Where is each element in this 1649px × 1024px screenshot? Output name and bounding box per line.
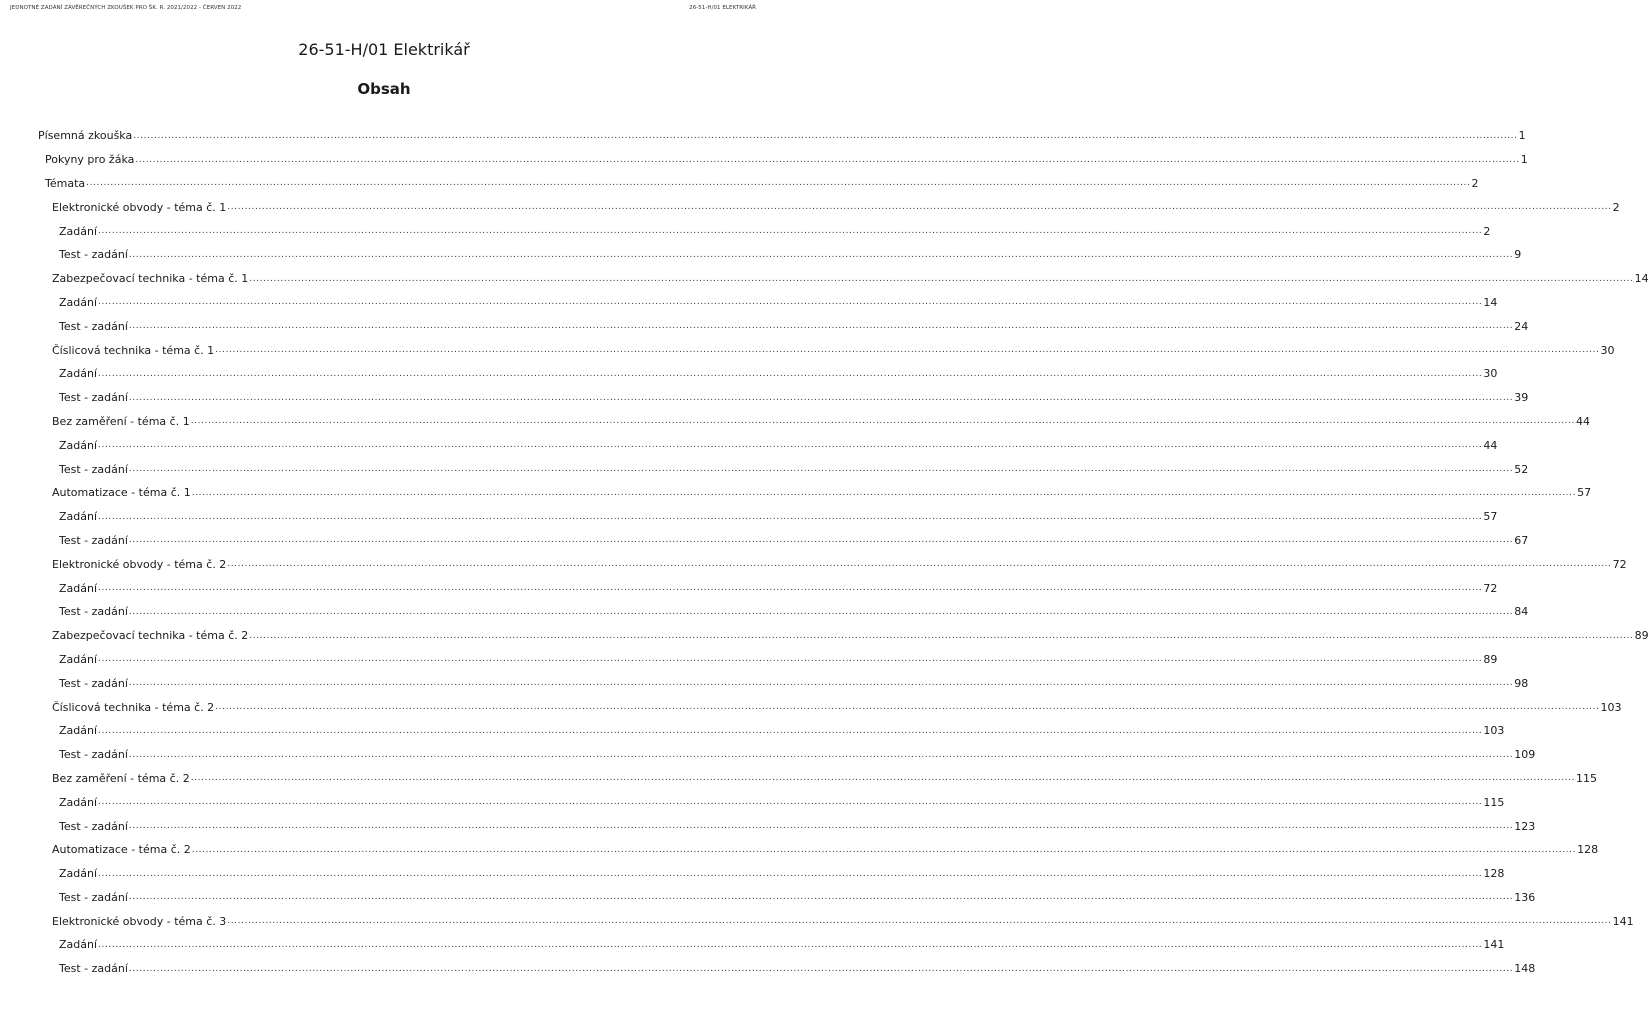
toc-dot-leader: ................................................................................................................................................................................................................................................................................................................................................................................................................ [215, 345, 1600, 356]
toc-entry-label: Zadání [59, 510, 98, 524]
toc-entry[interactable] [38, 648, 1498, 672]
toc-dot-leader: ................................................................................................................................................................................................................................................................................................................................................................................................................ [128, 535, 1514, 546]
toc-dot-leader: ................................................................................................................................................................................................................................................................................................................................................................................................................ [191, 844, 1577, 855]
toc-entry-label: Zadání [59, 795, 98, 809]
running-header-right: 26-51-H/01 ELEKTRIKÁŘ [689, 5, 756, 11]
toc-dot-leader: ................................................................................................................................................................................................................................................................................................................................................................................................................ [128, 678, 1514, 689]
toc-entry-page: 123 [1514, 819, 1536, 833]
toc-entry[interactable] [38, 886, 1536, 910]
toc-entry-page: 67 [1514, 533, 1529, 547]
document-title: 26-51-H/01 Elektrikář [298, 40, 470, 59]
toc-entry[interactable] [38, 314, 1529, 338]
toc-dot-leader: ................................................................................................................................................................................................................................................................................................................................................................................................................ [98, 868, 1483, 879]
toc-entry[interactable] [38, 124, 1526, 148]
toc-entry-label: Písemná zkouška [38, 129, 133, 143]
toc-entry-page: 30 [1600, 343, 1615, 357]
toc-dot-leader: ................................................................................................................................................................................................................................................................................................................................................................................................................ [128, 963, 1514, 974]
toc-entry[interactable] [38, 743, 1536, 767]
toc-entry-page: 39 [1514, 391, 1529, 405]
toc-dot-leader: ................................................................................................................................................................................................................................................................................................................................................................................................................ [227, 202, 1612, 213]
toc-dot-leader: ................................................................................................................................................................................................................................................................................................................................................................................................................ [128, 392, 1514, 403]
toc-entry-label: Test - zadání [59, 676, 128, 690]
toc-entry[interactable] [38, 909, 1634, 933]
toc-entry-label: Zadání [59, 295, 98, 309]
toc-entry-label: Zadání [59, 438, 98, 452]
toc-entry-page: 141 [1612, 914, 1634, 928]
toc-entry-label: Test - zadání [59, 890, 128, 904]
toc-entry-page: 24 [1514, 319, 1529, 333]
toc-entry-label: Automatizace - téma č. 1 [52, 486, 191, 500]
toc-dot-leader: ................................................................................................................................................................................................................................................................................................................................................................................................................ [98, 297, 1483, 308]
toc-entry[interactable] [38, 481, 1592, 505]
toc-dot-leader: ................................................................................................................................................................................................................................................................................................................................................................................................................ [249, 630, 1634, 641]
toc-entry[interactable] [38, 600, 1529, 624]
toc-entry-label: Pokyny pro žáka [45, 153, 135, 167]
toc-dot-leader: ................................................................................................................................................................................................................................................................................................................................................................................................................ [128, 464, 1514, 475]
toc-entry[interactable] [38, 195, 1620, 219]
toc-dot-leader: ................................................................................................................................................................................................................................................................................................................................................................................................................ [98, 368, 1483, 379]
toc-entry-label: Zadání [59, 224, 98, 238]
toc-entry[interactable] [38, 862, 1505, 886]
toc-entry-label: Číslicová technika - téma č. 1 [52, 343, 215, 357]
toc-dot-leader: ................................................................................................................................................................................................................................................................................................................................................................................................................ [98, 797, 1483, 808]
toc-entry-label: Test - zadání [59, 605, 128, 619]
toc-entry-label: Číslicová technika - téma č. 2 [52, 700, 215, 714]
toc-dot-leader: ................................................................................................................................................................................................................................................................................................................................................................................................................ [190, 773, 1576, 784]
toc-entry[interactable] [38, 576, 1498, 600]
toc-dot-leader: ................................................................................................................................................................................................................................................................................................................................................................................................................ [86, 178, 1471, 189]
toc-entry[interactable] [38, 410, 1591, 434]
toc-entry-page: 57 [1577, 486, 1592, 500]
toc-entry[interactable] [38, 933, 1505, 957]
toc-dot-leader: ................................................................................................................................................................................................................................................................................................................................................................................................................ [227, 559, 1612, 570]
toc-entry-page: 115 [1483, 795, 1505, 809]
toc-entry-page: 2 [1483, 224, 1491, 238]
toc-entry-page: 141 [1483, 938, 1505, 952]
toc-entry-label: Zadání [59, 938, 98, 952]
toc-entry-page: 14 [1634, 272, 1649, 286]
toc-entry[interactable] [38, 219, 1491, 243]
toc-entry-label: Elektronické obvody - téma č. 2 [52, 557, 227, 571]
toc-entry-page: 57 [1483, 510, 1498, 524]
toc-dot-leader: ................................................................................................................................................................................................................................................................................................................................................................................................................ [135, 154, 1520, 165]
toc-entry[interactable] [38, 695, 1622, 719]
toc-entry-label: Elektronické obvody - téma č. 1 [52, 200, 227, 214]
toc-dot-leader: ................................................................................................................................................................................................................................................................................................................................................................................................................ [128, 606, 1514, 617]
toc-entry[interactable] [38, 505, 1498, 529]
toc-entry-label: Zabezpečovací technika - téma č. 2 [52, 629, 249, 643]
toc-entry[interactable] [38, 719, 1505, 743]
toc-entry[interactable] [38, 957, 1536, 981]
toc-entry-page: 128 [1577, 843, 1599, 857]
toc-dot-leader: ................................................................................................................................................................................................................................................................................................................................................................................................................ [227, 916, 1612, 927]
toc-entry-label: Test - zadání [59, 748, 128, 762]
toc-entry-label: Zadání [59, 724, 98, 738]
toc-entry-page: 89 [1483, 652, 1498, 666]
toc-entry-label: Zadání [59, 581, 98, 595]
toc-dot-leader: ................................................................................................................................................................................................................................................................................................................................................................................................................ [128, 892, 1514, 903]
toc-entry[interactable] [38, 172, 1479, 196]
toc-heading: Obsah [357, 80, 411, 98]
toc-entry-page: 89 [1634, 629, 1649, 643]
toc-dot-leader: ................................................................................................................................................................................................................................................................................................................................................................................................................ [191, 487, 1577, 498]
toc-entry-page: 2 [1612, 200, 1620, 214]
toc-entry-page: 2 [1471, 176, 1479, 190]
toc-dot-leader: ................................................................................................................................................................................................................................................................................................................................................................................................................ [190, 416, 1576, 427]
toc-entry-label: Zadání [59, 652, 98, 666]
toc-entry[interactable] [38, 243, 1522, 267]
toc-entry-page: 115 [1576, 771, 1598, 785]
toc-dot-leader: ................................................................................................................................................................................................................................................................................................................................................................................................................ [128, 821, 1514, 831]
toc-entry[interactable] [38, 267, 1649, 291]
toc-entry-page: 1 [1518, 129, 1526, 143]
toc-entry[interactable] [38, 386, 1529, 410]
toc-entry-page: 103 [1600, 700, 1622, 714]
toc-entry-label: Test - zadání [59, 819, 128, 833]
toc-entry[interactable] [38, 767, 1598, 791]
toc-entry-label: Test - zadání [59, 319, 128, 333]
toc-entry-label: Zadání [59, 867, 98, 881]
toc-entry[interactable] [38, 790, 1505, 814]
toc-entry-label: Bez zaměření - téma č. 1 [52, 414, 190, 428]
toc-entry-label: Test - zadání [59, 248, 128, 262]
toc-dot-leader: ................................................................................................................................................................................................................................................................................................................................................................................................................ [98, 511, 1483, 522]
toc-entry-page: 84 [1514, 605, 1529, 619]
toc-entry[interactable] [38, 529, 1529, 553]
toc-entry-page: 109 [1514, 748, 1536, 762]
toc-entry[interactable] [38, 624, 1649, 648]
toc-entry-label: Bez zaměření - téma č. 2 [52, 771, 190, 785]
toc-dot-leader: ................................................................................................................................................................................................................................................................................................................................................................................................................ [249, 273, 1634, 284]
toc-entry-label: Zadání [59, 367, 98, 381]
toc-entry-label: Automatizace - téma č. 2 [52, 843, 191, 857]
toc-dot-leader: ................................................................................................................................................................................................................................................................................................................................................................................................................ [98, 440, 1483, 451]
toc-dot-leader: ................................................................................................................................................................................................................................................................................................................................................................................................................ [98, 226, 1483, 237]
toc-entry-page: 136 [1514, 890, 1536, 904]
toc-entry[interactable] [38, 148, 1528, 172]
toc-entry-page: 44 [1576, 414, 1591, 428]
toc-dot-leader: ................................................................................................................................................................................................................................................................................................................................................................................................................ [128, 321, 1514, 332]
toc-entry[interactable] [38, 291, 1498, 315]
toc-entry[interactable] [38, 362, 1498, 386]
toc-dot-leader: ................................................................................................................................................................................................................................................................................................................................................................................................................ [98, 583, 1483, 594]
toc-entry-page: 98 [1514, 676, 1529, 690]
toc-entry-label: Zabezpečovací technika - téma č. 1 [52, 272, 249, 286]
table-of-contents [38, 124, 1649, 981]
toc-dot-leader: ................................................................................................................................................................................................................................................................................................................................................................................................................ [128, 249, 1514, 260]
toc-entry[interactable] [38, 814, 1536, 838]
toc-entry[interactable] [38, 338, 1615, 362]
toc-dot-leader: ................................................................................................................................................................................................................................................................................................................................................................................................................ [98, 725, 1483, 736]
toc-entry-label: Test - zadání [59, 462, 128, 476]
toc-entry-page: 44 [1483, 438, 1498, 452]
toc-entry-label: Test - zadání [59, 533, 128, 547]
toc-entry-label: Test - zadání [59, 391, 128, 405]
toc-dot-leader: ................................................................................................................................................................................................................................................................................................................................................................................................................ [133, 130, 1518, 141]
toc-entry-label: Témata [45, 176, 86, 190]
toc-entry-page: 30 [1483, 367, 1498, 381]
toc-entry-page: 103 [1483, 724, 1505, 738]
toc-entry-page: 9 [1514, 248, 1522, 262]
toc-entry-page: 14 [1483, 295, 1498, 309]
toc-entry[interactable] [38, 671, 1529, 695]
toc-entry[interactable] [38, 433, 1498, 457]
toc-dot-leader: ................................................................................................................................................................................................................................................................................................................................................................................................................ [98, 654, 1483, 665]
toc-entry[interactable] [38, 552, 1627, 576]
toc-entry-page: 1 [1520, 153, 1528, 167]
toc-entry-label: Elektronické obvody - téma č. 3 [52, 914, 227, 928]
toc-entry[interactable] [38, 457, 1529, 481]
toc-entry[interactable] [38, 838, 1599, 862]
toc-entry-page: 72 [1612, 557, 1627, 571]
toc-dot-leader: ................................................................................................................................................................................................................................................................................................................................................................................................................ [215, 702, 1600, 713]
toc-dot-leader: ................................................................................................................................................................................................................................................................................................................................................................................................................ [98, 939, 1483, 950]
toc-entry-page: 52 [1514, 462, 1529, 476]
toc-entry-page: 128 [1483, 867, 1505, 881]
running-header-left: JEDNOTNÉ ZADÁNÍ ZÁVĚREČNÝCH ZKOUŠEK PRO ŠK. R. 2021/2022 - ČERVEN 2022 [10, 5, 242, 11]
toc-dot-leader: ................................................................................................................................................................................................................................................................................................................................................................................................................ [128, 749, 1514, 760]
toc-entry-page: 72 [1483, 581, 1498, 595]
toc-entry-page: 148 [1514, 962, 1536, 976]
toc-entry-label: Test - zadání [59, 962, 128, 976]
